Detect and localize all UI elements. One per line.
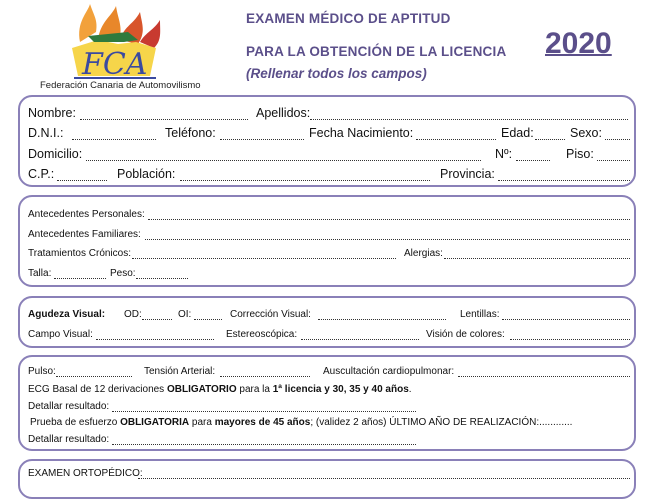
title-line-1: EXAMEN MÉDICO DE APTITUD — [246, 11, 451, 26]
vision-box — [18, 296, 636, 348]
field-domicilio[interactable] — [86, 160, 481, 161]
label-campo-visual: Campo Visual: — [28, 329, 93, 340]
field-antecedentes-personales[interactable] — [148, 219, 630, 220]
label-cp: C.P.: — [28, 167, 55, 181]
field-antecedentes-familiares[interactable] — [145, 239, 630, 240]
label-nombre: Nombre: — [28, 106, 76, 120]
field-edad[interactable] — [535, 139, 565, 140]
field-provincia[interactable] — [498, 180, 630, 181]
label-domicilio: Domicilio: — [28, 147, 83, 161]
field-nombre[interactable] — [80, 119, 248, 120]
label-piso: Piso: — [566, 147, 594, 161]
field-piso[interactable] — [597, 160, 630, 161]
field-alergias[interactable] — [444, 258, 630, 259]
field-campo-visual[interactable] — [96, 339, 214, 340]
label-dni: D.N.I.: — [28, 126, 64, 140]
field-apellidos[interactable] — [310, 119, 628, 120]
label-examen-ortopedico: EXAMEN ORTOPÉDICO: — [28, 468, 143, 479]
label-edad: Edad: — [501, 126, 534, 140]
ecg-text: ECG Basal de 12 derivaciones OBLIGATORIO para la 1ª licencia y 30, 35 y 40 años. — [28, 384, 412, 395]
label-numero: Nº: — [495, 147, 513, 161]
field-dni[interactable] — [72, 139, 156, 140]
cardio-box — [18, 355, 636, 451]
fca-logo — [28, 2, 228, 92]
federation-name: Federación Canaria de Automovilismo — [40, 80, 201, 91]
field-telefono[interactable] — [220, 139, 304, 140]
prueba-esfuerzo-text: Prueba de esfuerzo OBLIGATORIA para mayores de 45 años; (validez 2 años) ÚLTIMO AÑO DE REALIZACIÓN:............ — [30, 417, 573, 428]
label-detallar-resultado-1: Detallar resultado: — [28, 401, 110, 412]
field-lentillas[interactable] — [502, 319, 630, 320]
field-tension-arterial[interactable] — [220, 376, 310, 377]
field-poblacion[interactable] — [180, 180, 430, 181]
label-correccion-visual: Corrección Visual: — [230, 309, 311, 320]
logo-letters: FCA — [82, 47, 148, 82]
field-peso[interactable] — [136, 278, 188, 279]
label-estereoscopica: Estereoscópica: — [226, 329, 298, 340]
label-vision-colores: Visión de colores: — [426, 329, 505, 340]
label-antecedentes-personales: Antecedentes Personales: — [28, 209, 145, 220]
label-lentillas: Lentillas: — [460, 309, 500, 320]
field-correccion-visual[interactable] — [318, 319, 446, 320]
field-cp[interactable] — [57, 180, 107, 181]
label-alergias: Alergias: — [404, 248, 443, 259]
label-antecedentes-familiares: Antecedentes Familiares: — [28, 229, 141, 240]
label-auscultacion: Auscultación cardiopulmonar: — [323, 366, 455, 377]
label-sexo: Sexo: — [570, 126, 602, 140]
label-pulso: Pulso: — [28, 366, 56, 377]
field-tratamientos[interactable] — [132, 258, 396, 259]
label-od: OD: — [124, 309, 142, 320]
field-pulso[interactable] — [56, 376, 132, 377]
field-auscultacion[interactable] — [458, 376, 630, 377]
label-oi: OI: — [178, 309, 192, 320]
label-agudeza-visual: Agudeza Visual: — [28, 309, 106, 320]
label-apellidos: Apellidos: — [256, 106, 311, 120]
field-estereoscopica[interactable] — [301, 339, 419, 340]
label-poblacion: Población: — [117, 167, 176, 181]
field-detallar-resultado-1[interactable] — [112, 411, 416, 412]
field-vision-colores[interactable] — [510, 339, 630, 340]
label-talla: Talla: — [28, 268, 52, 279]
ortopedico-box — [18, 459, 636, 499]
personal-data-box — [18, 95, 636, 187]
title-line-2: PARA LA OBTENCIÓN DE LA LICENCIA — [246, 44, 507, 59]
field-detallar-resultado-2[interactable] — [112, 444, 416, 445]
label-detallar-resultado-2: Detallar resultado: — [28, 434, 110, 445]
field-fecha-nacimiento[interactable] — [416, 139, 496, 140]
field-od[interactable] — [142, 319, 172, 320]
label-telefono: Teléfono: — [165, 126, 216, 140]
subtitle: (Rellenar todos los campos) — [246, 66, 427, 81]
field-talla[interactable] — [54, 278, 106, 279]
field-numero[interactable] — [516, 160, 550, 161]
label-tratamientos: Tratamientos Crónicos: — [28, 248, 131, 259]
field-sexo[interactable] — [605, 139, 630, 140]
label-tension-arterial: Tensión Arterial: — [144, 366, 216, 377]
antecedentes-box — [18, 195, 636, 287]
label-provincia: Provincia: — [440, 167, 495, 181]
license-year: 2020 — [545, 27, 612, 60]
field-oi[interactable] — [194, 319, 222, 320]
label-fecha-nacimiento: Fecha Nacimiento: — [309, 126, 414, 140]
label-peso: Peso: — [110, 268, 136, 279]
